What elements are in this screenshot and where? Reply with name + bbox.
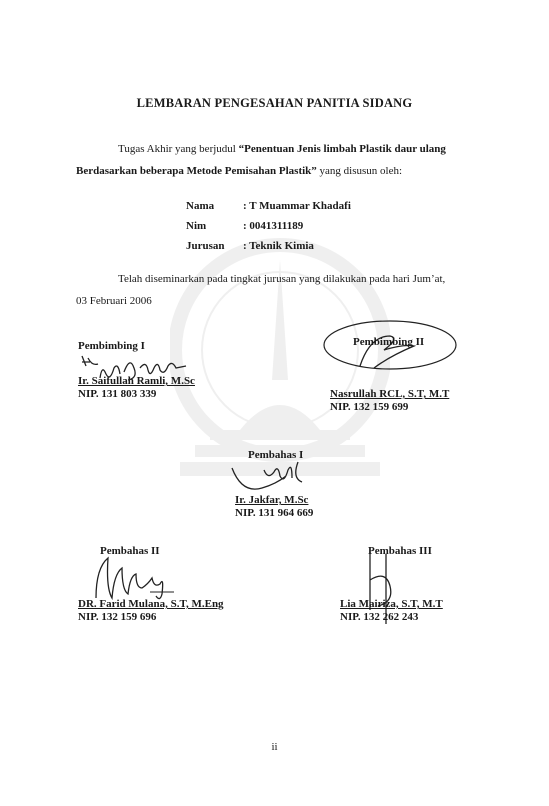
- page-number: ii: [271, 741, 278, 753]
- signature-role-pembimbing-2: [353, 336, 424, 349]
- signatory-nip: NIP. 131 964 669: [235, 507, 314, 519]
- signatory-nip: NIP. 132 262 243: [340, 611, 419, 623]
- signature-block-pembahas-2: [78, 598, 224, 624]
- signatory-name: DR. Farid Mulana, S.T, M.Eng: [78, 598, 224, 610]
- dept-value: : Teknik Kimia: [243, 240, 314, 252]
- name-label: Nama: [186, 200, 215, 212]
- handwritten-signature-pembahas-2: [90, 552, 190, 604]
- student-nim-row: [186, 216, 351, 236]
- signatory-role: Pembahas II: [100, 545, 160, 557]
- page-title: LEMBARAN PENGESAHAN PANITIA SIDANG: [136, 96, 413, 110]
- seminar-line-1: Telah diseminarkan pada tingkat jurusan yang dilakukan pada hari Jum’at,: [118, 273, 446, 285]
- signatory-role: Pembahas III: [368, 545, 432, 557]
- handwritten-signature-pembimbing-1: [78, 352, 238, 390]
- signature-block-pembimbing-2: [330, 388, 449, 414]
- handwritten-signature-pembahas-1: [228, 458, 318, 496]
- signatory-role: Pembimbing I: [78, 340, 145, 352]
- signatory-nip: NIP. 131 803 339: [78, 388, 157, 400]
- name-value: : T Muammar Khadafi: [243, 200, 351, 212]
- dept-label: Jurusan: [186, 240, 225, 252]
- signatory-nip: NIP. 132 159 696: [78, 611, 157, 623]
- signatory-name: Ir. Jakfar, M.Sc: [235, 494, 309, 506]
- nim-value: : 0041311189: [243, 220, 304, 232]
- signatory-nip: NIP. 132 159 699: [330, 401, 409, 413]
- intro-line-1: [76, 138, 476, 160]
- intro-prefix: Tugas Akhir yang berjudul: [118, 143, 239, 155]
- intro-suffix: yang disusun oleh:: [316, 165, 403, 177]
- signature-block-pembahas-1: [235, 494, 313, 520]
- intro-paragraph: [76, 138, 476, 182]
- signature-block-pembahas-3: [340, 598, 443, 624]
- thesis-title-part1: “Penentuan Jenis limbah Plastik daur ulang: [238, 143, 446, 155]
- signatory-role: Pembimbing II: [353, 336, 425, 348]
- nim-label: Nim: [186, 220, 207, 232]
- intro-line-2: [76, 160, 476, 182]
- seminar-line-2: 03 Februari 2006: [76, 295, 152, 307]
- student-identity-table: [186, 196, 351, 256]
- thesis-title-part2: Berdasarkan beberapa Metode Pemisahan Plastik”: [76, 165, 317, 177]
- signatory-name: Ir. Saifullah Ramli, M.Sc: [78, 375, 195, 387]
- student-dept-row: [186, 236, 351, 256]
- signatory-name: Lia Mairiza, S.T, M.T: [340, 598, 443, 610]
- signatory-name: Nasrullah RCL, S.T, M.T: [330, 388, 450, 400]
- signatory-role: Pembahas I: [248, 449, 304, 461]
- student-name-row: [186, 196, 351, 216]
- seminar-paragraph: [76, 268, 496, 312]
